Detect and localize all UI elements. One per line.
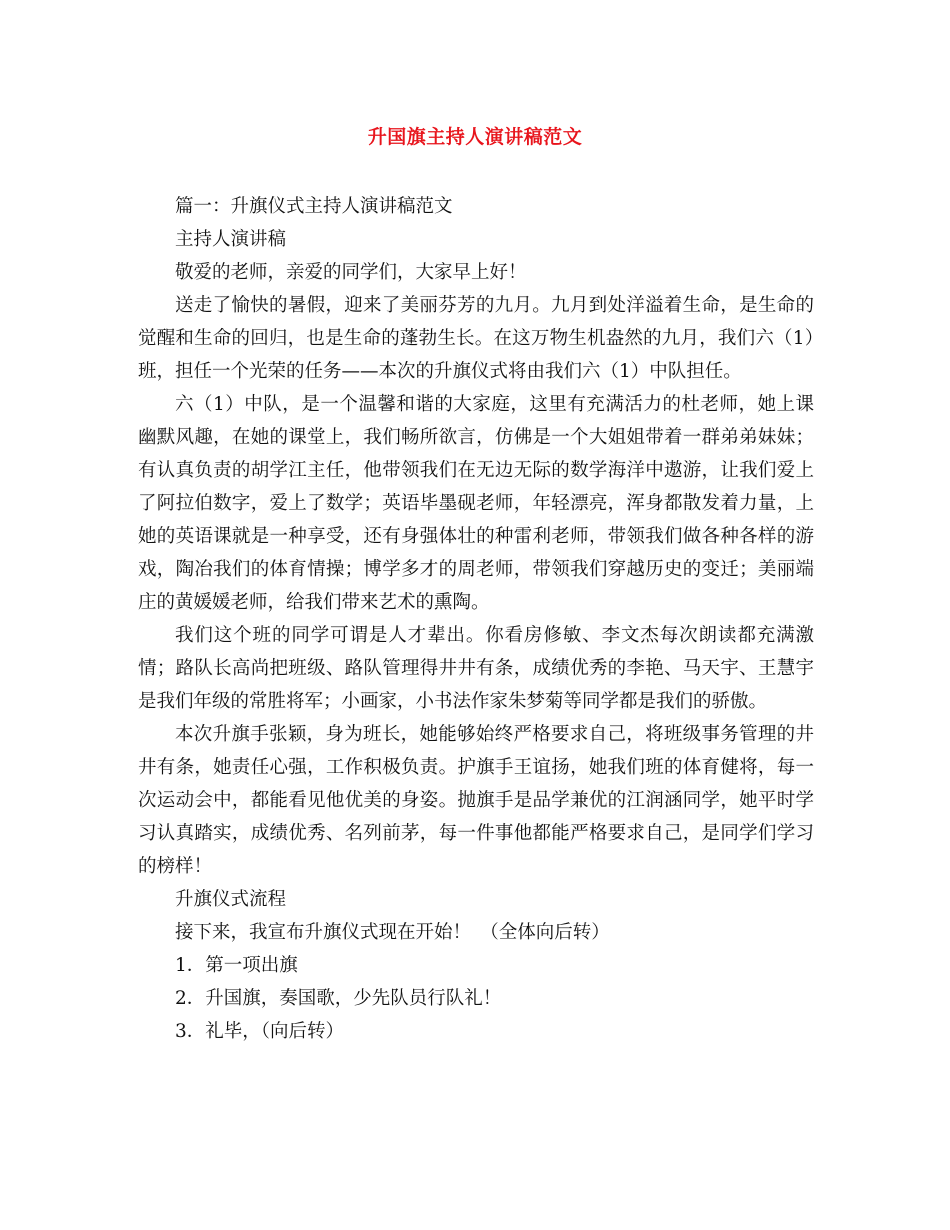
document-body	[138, 190, 814, 1048]
body-paragraph: 送走了愉快的暑假，迎来了美丽芬芳的九月。九月到处洋溢着生命，是生命的觉醒和生命的回归，也是生命的蓬勃生长。在这万物生机盎然的九月，我们六（1）班，担任一个光荣的任务——本次的升旗仪式将由我们六（1）中队担任。	[138, 295, 814, 382]
section-heading: 升旗仪式流程	[175, 889, 287, 910]
document-title: 升国旗主持人演讲稿范文	[367, 126, 583, 148]
body-paragraph: 六（1）中队，是一个温馨和谐的大家庭，这里有充满活力的杜老师，她上课幽默风趣，在她的课堂上，我们畅所欲言，仿佛是一个大姐姐带着一群弟弟妹妹；有认真负责的胡学江主任，他带领我们在无边无际的数学海洋中遨游，让我们爱上了阿拉伯数字，爱上了数学；英语毕墨砚老师，年轻漂亮，浑身都散发着力量，上她的英语课就是一种享受，还有身强体壮的种雷利老师，带领我们做各种各样的游戏，陶冶我们的体育情操；博学多才的周老师，带领我们穿越历史的变迁；美丽端庄的黄媛媛老师，给我们带来艺术的熏陶。	[138, 394, 814, 613]
section-heading: 篇一：升旗仪式主持人演讲稿范文	[175, 196, 453, 217]
list-item: 1．第一项出旗	[175, 955, 298, 976]
body-paragraph: 接下来，我宣布升旗仪式现在开始！ （全体向后转）	[175, 922, 610, 943]
subheading: 主持人演讲稿	[175, 229, 287, 250]
list-item: 2．升国旗，奏国歌，少先队员行队礼！	[175, 988, 502, 1009]
body-paragraph: 我们这个班的同学可谓是人才辈出。你看房修敏、李文杰每次朗读都充满激情；路队长高尚把班级、路队管理得井井有条，成绩优秀的李艳、马天宇、王慧宇是我们年级的常胜将军；小画家，小书法作家朱梦菊等同学都是我们的骄傲。	[138, 625, 814, 712]
body-paragraph: 本次升旗手张颖，身为班长，她能够始终严格要求自己，将班级事务管理的井井有条，她责任心强，工作积极负责。护旗手王谊扬，她我们班的体育健将，每一次运动会中，都能看见他优美的身姿。抛旗手是品学兼优的江润涵同学，她平时学习认真踏实，成绩优秀、名列前茅，每一件事他都能严格要求自己，是同学们学习的榜样！	[138, 724, 814, 877]
list-item: 3．礼毕，（向后转）	[175, 1021, 345, 1042]
greeting-paragraph: 敬爱的老师，亲爱的同学们，大家早上好！	[175, 262, 527, 283]
